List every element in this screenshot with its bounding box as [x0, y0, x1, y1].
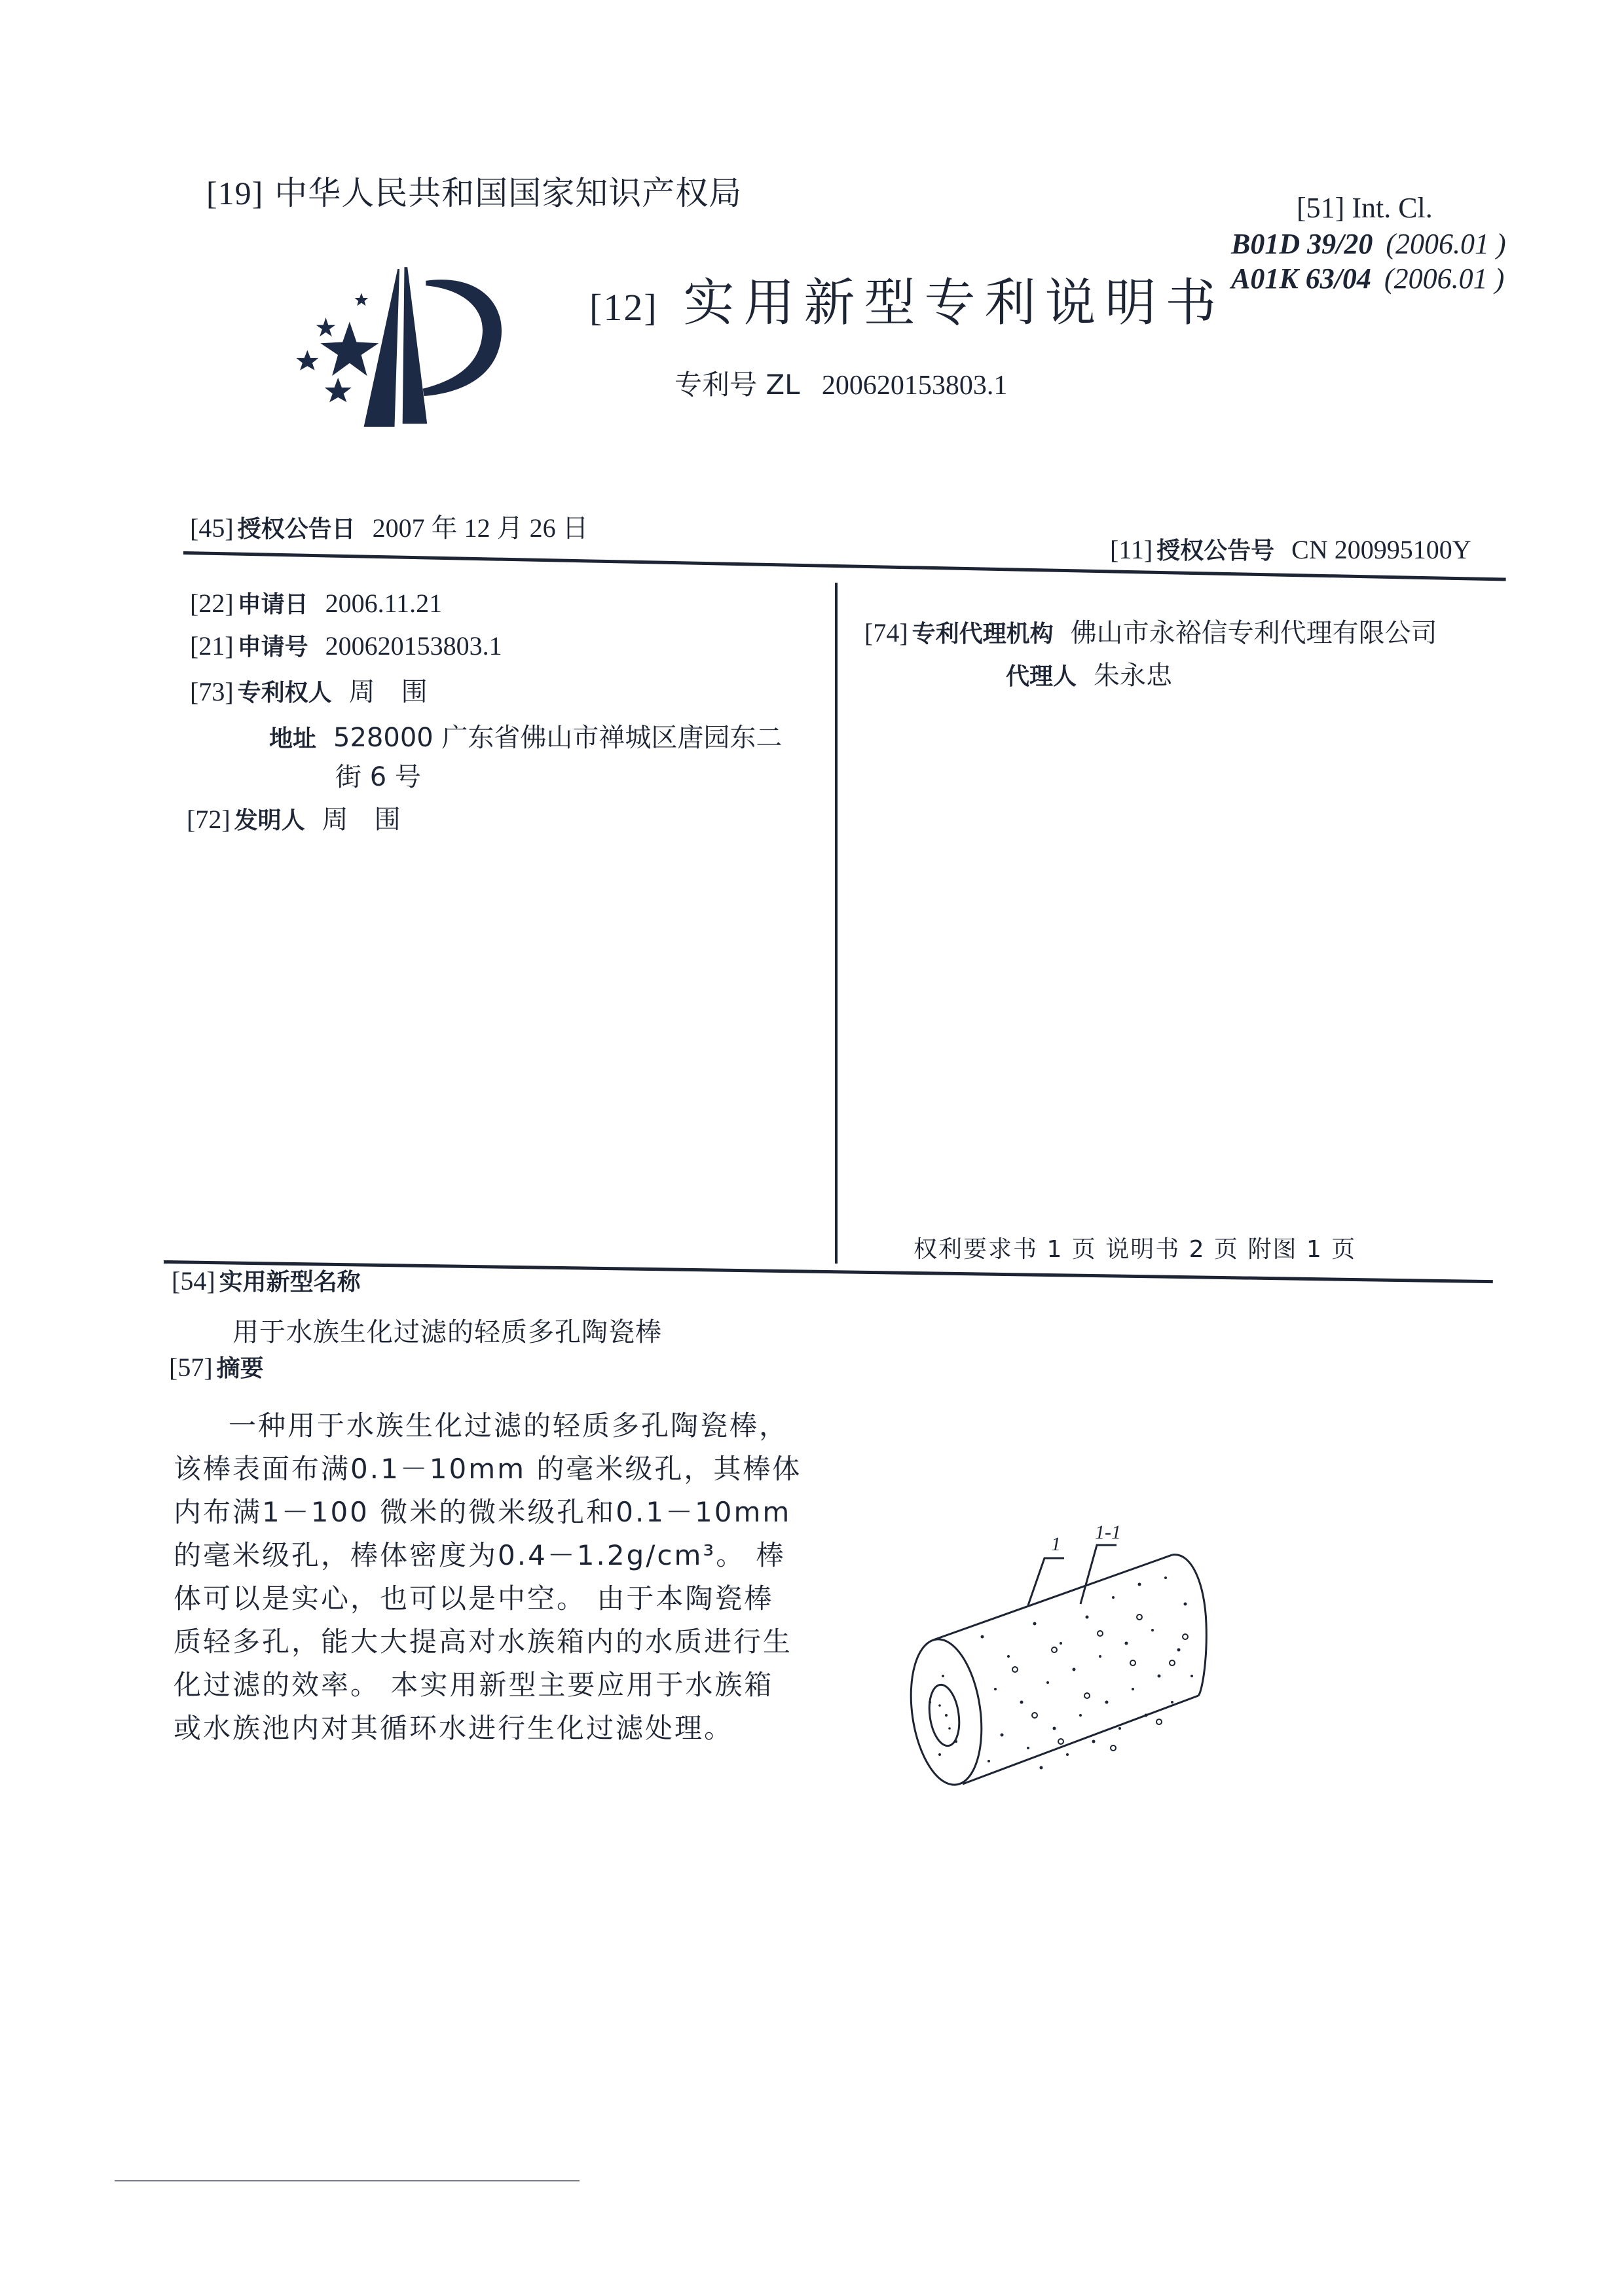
field-label: 实用新型名称: [219, 1269, 361, 1296]
abstract-text: 一种用于水族生化过滤的轻质多孔陶瓷棒，该棒表面布满0.1－10mm 的毫米级孔，其棒体内布满1－100 微米的微米级孔和0.1－10mm 的毫米级孔，棒体密度为0.4－1.2g/cm³。 棒体可以是实心，也可以是中空。 由于本陶瓷棒质轻多孔，能大大提高对水族箱内的水质进行生化过滤的效率。 本实用新型主要应用于水族箱或水族池内对其循环水进行生化过滤处理。: [174, 1410, 802, 1744]
patent-number-value: 200620153803.1: [821, 371, 1008, 401]
utility-model-name: 用于水族生化过滤的轻质多孔陶瓷棒: [232, 1317, 662, 1347]
field-value: 佛山市永裕信专利代理有限公司: [1070, 618, 1437, 648]
field-tag: [45]: [190, 513, 234, 543]
column-divider: [835, 583, 838, 1264]
doc-type-text: 实用新型专利说明书: [683, 274, 1226, 333]
ceramic-rod-drawing-icon: [904, 1506, 1428, 1833]
doc-type-tag: [12]: [589, 286, 658, 329]
field-value: 2006.11.21: [325, 589, 443, 618]
scan-artifact-line: [115, 2180, 580, 2181]
address-line-2: 街 6 号: [335, 762, 421, 792]
field-value: 2007 年 12 月 26 日: [372, 513, 589, 543]
field-tag: [22]: [190, 589, 234, 618]
patentee-address: [265, 717, 782, 754]
field-label: 发明人: [234, 807, 305, 834]
field-label: 摘要: [216, 1355, 264, 1382]
cnipa-logo-icon: [275, 249, 524, 448]
office-name: 中华人民共和国国家知识产权局: [274, 174, 743, 212]
field-label: 申请号: [237, 634, 308, 661]
field-value: 朱永忠: [1094, 661, 1173, 691]
porous-ceramic-rod-figure: [904, 1506, 1428, 1836]
ipc-code: A01K 63/04: [1231, 263, 1371, 295]
patent-number: [674, 363, 1007, 403]
ipc-code: B01D 39/20: [1231, 228, 1373, 260]
field-value: CN 200995100Y: [1291, 535, 1471, 564]
field-label: 授权公告号: [1156, 538, 1275, 564]
patent-number-label: 专利号 ZL: [674, 369, 800, 401]
field-tag: [11]: [1110, 535, 1153, 564]
int-cl-label: Int. Cl.: [1352, 192, 1433, 224]
office-tag: [19]: [206, 175, 264, 211]
utility-model-name-heading: [172, 1264, 378, 1297]
field-label: 授权公告日: [237, 516, 356, 543]
field-tag: [57]: [169, 1353, 213, 1382]
ipc-version: (2006.01 ): [1386, 228, 1506, 260]
field-tag: [73]: [190, 677, 234, 706]
field-tag: [54]: [172, 1266, 215, 1296]
page-counts: 权利要求书 1 页 说明书 2 页 附图 1 页: [913, 1236, 1357, 1263]
publication-date: [190, 507, 589, 545]
patent-agent: [1002, 655, 1172, 692]
field-label: 专利权人: [237, 680, 332, 706]
field-label: 代理人: [1006, 663, 1077, 690]
field-label: 地址: [269, 725, 317, 752]
field-label: 专利代理机构: [912, 621, 1054, 647]
ipc-version: (2006.01 ): [1384, 263, 1505, 295]
inventor: [187, 799, 401, 836]
filing-date: [190, 586, 442, 619]
document-type-title: [589, 262, 1225, 335]
field-value: 200620153803.1: [325, 631, 502, 661]
patent-agency: [864, 612, 1437, 649]
abstract-heading: [169, 1350, 281, 1383]
int-cl-tag: [51]: [1297, 192, 1345, 224]
field-tag: [72]: [187, 805, 231, 834]
int-cl-block: [1231, 191, 1506, 295]
application-number: [190, 629, 502, 662]
field-tag: [74]: [864, 618, 908, 647]
field-value: 周 围: [348, 677, 428, 707]
ipc-code-row: [1231, 227, 1506, 261]
ipc-code-row: [1231, 262, 1506, 295]
field-label: 申请日: [237, 591, 308, 618]
publication-number: [1110, 532, 1471, 566]
label-1: 1: [1051, 1533, 1061, 1555]
field-value: 周 围: [322, 805, 401, 835]
patentee-address-cont: [335, 756, 421, 793]
address-line-1: 528000 广东省佛山市禅城区唐园东二: [333, 723, 783, 753]
field-tag: [21]: [190, 631, 234, 661]
patentee: [190, 671, 428, 708]
issuing-office: [206, 167, 742, 214]
label-1-1: 1-1: [1095, 1522, 1121, 1543]
